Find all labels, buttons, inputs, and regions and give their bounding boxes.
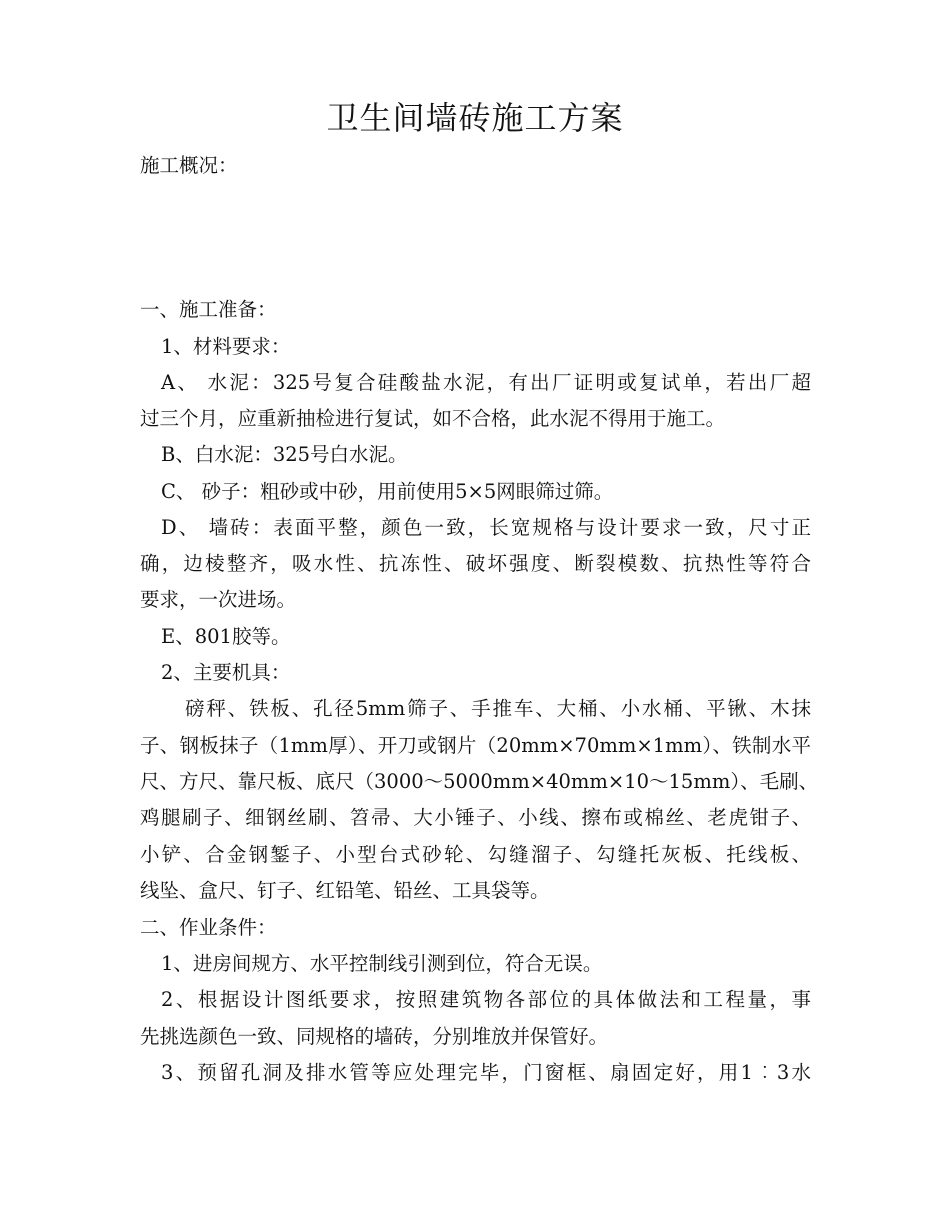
tools-line4: 鸡腿刷子、细钢丝刷、笤帚、大小锤子、小线、擦布或棉丝、老虎钳子、 [140,806,811,829]
overview-label: 施工概况： [140,154,238,177]
item-d-line2: 确，边棱整齐，吸水性、抗冻性、破坏强度、断裂模数、抗热性等符合 [140,552,811,575]
item-a-line2: 过三个月，应重新抽检进行复试，如不合格，此水泥不得用于施工。 [140,407,726,430]
tools-line3: 尺、方尺、靠尺板、底尺（3000～5000mm×40mm×10～15mm）、毛刷、 [140,770,819,793]
materials-heading: 1、材料要求： [161,335,291,358]
item-e: E、801胶等。 [161,625,291,648]
section2-heading: 二、作业条件： [140,916,277,939]
condition-item3-line1: 3、预留孔洞及排水管等应处理完毕，门窗框、扇固定好，用1︰3水 [161,1061,811,1084]
condition-item1: 1、进房间规方、水平控制线引测到位，符合无误。 [161,952,603,975]
item-d-line1: D、 墙砖：表面平整，颜色一致，长宽规格与设计要求一致，尺寸正 [161,516,811,539]
tools-heading: 2、主要机具： [161,661,291,684]
item-c: C、 砂子：粗砂或中砂，用前使用5×5网眼筛过筛。 [161,480,614,503]
item-d-line3: 要求，一次进场。 [140,588,297,611]
item-b: B、白水泥：325号白水泥。 [161,443,408,466]
tools-line5: 小铲、合金钢錾子、小型台式砂轮、勾缝溜子、勾缝托灰板、托线板、 [140,843,811,866]
condition-item2-line2: 先挑选颜色一致、同规格的墙砖，分别堆放并保管好。 [140,1025,609,1048]
tools-line1: 磅秤、铁板、孔径5mm筛子、手推车、大桶、小水桶、平锹、木抹 [185,697,811,720]
condition-item2-line1: 2、根据设计图纸要求，按照建筑物各部位的具体做法和工程量，事 [161,988,811,1011]
tools-line6: 线坠、盒尺、钉子、红铅笔、铅丝、工具袋等。 [140,879,550,902]
tools-line2: 子、钢板抹子（1mm厚）、开刀或钢片（20mm×70mm×1mm）、铁制水平 [140,734,811,757]
document-title: 卫生间墙砖施工方案 [326,99,624,137]
section1-heading: 一、施工准备： [140,298,277,321]
item-a-line1: A、 水泥：325号复合硅酸盐水泥，有出厂证明或复试单，若出厂超 [161,371,811,394]
